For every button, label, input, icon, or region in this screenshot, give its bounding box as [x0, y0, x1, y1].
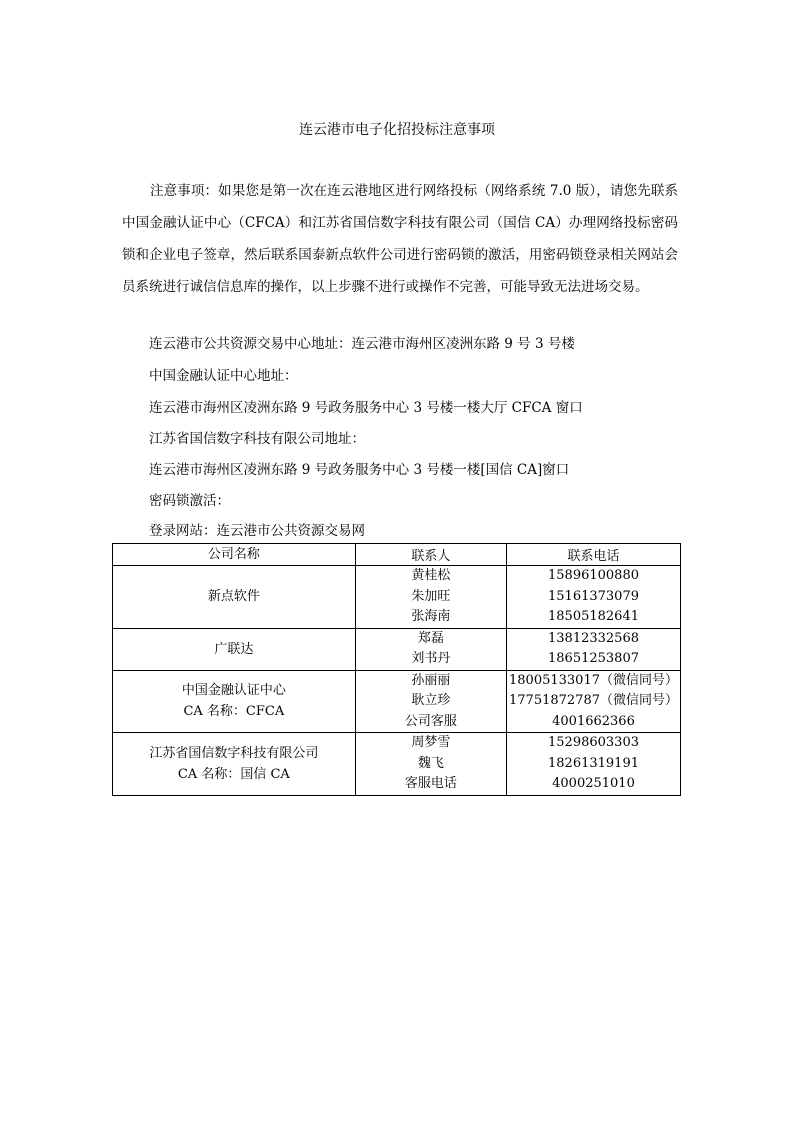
phones-cell — [507, 670, 681, 733]
contact-name: 客服电话 — [404, 776, 457, 791]
phone-number: 18261319191 — [548, 755, 639, 771]
cfca-address: 连云港市海州区凌洲东路 9 号政务服务中心 3 号楼一楼大厅 CFCA 窗口 — [149, 400, 583, 416]
phone-number: 17751872787（微信同号） — [509, 693, 678, 708]
phones-cell — [507, 566, 681, 629]
contact-name: 张海南 — [411, 609, 451, 624]
ca-name: CA 名称：CFCA — [183, 704, 285, 720]
ca-name: CA 名称：国信 CA — [177, 766, 290, 782]
contacts-table — [112, 543, 681, 796]
company-name: 江苏省国信数字科技有限公司 — [149, 745, 319, 761]
phone-number: 18651253807 — [548, 651, 639, 666]
cfca-address-label: 中国金融认证中心地址： — [149, 368, 298, 384]
contact-name: 郑磊 — [417, 630, 444, 646]
header-contact: 联系人 — [355, 544, 506, 566]
phone-number: 4001662366 — [552, 713, 635, 729]
phone-number: 18505182641 — [548, 609, 639, 624]
company-cell — [113, 670, 356, 733]
company-cell — [113, 733, 356, 796]
contact-name: 魏飞 — [417, 755, 444, 771]
lock-activation-label: 密码锁激活： — [149, 493, 230, 509]
trading-center-address: 连云港市公共资源交易中心地址：连云港市海州区凌洲东路 9 号 3 号楼 — [149, 336, 575, 352]
header-phone: 联系电话 — [507, 544, 681, 566]
notice-paragraph: 注意事项：如果您是第一次在连云港地区进行网络投标（网络系统 7.0 版），请您先联系中国金融认证中心（CFCA）和江苏省国信数字科技有限公司（国信 CA）办理网络投标密码锁和企业电子签章，然后联系国泰新点软件公司进行密码锁的激活，用密码锁登录相关网站会员系统进行诚信信息库的操作，以上步骤不进行或操作不完善，可能导致无法进场交易。 — [122, 183, 678, 295]
company-cell — [113, 566, 356, 629]
company-name: 广联达 — [214, 641, 254, 657]
phone-number: 15896100880 — [548, 568, 639, 583]
table-row-glodon — [113, 628, 681, 670]
contact-name: 黄桂松 — [411, 568, 451, 583]
table-row-cfca — [113, 670, 681, 733]
contacts-cell — [355, 670, 506, 733]
contact-name: 刘书丹 — [411, 651, 451, 666]
login-website: 登录网站：连云港市公共资源交易网 — [149, 523, 365, 539]
table-header-row — [113, 544, 681, 566]
contact-name: 周梦雪 — [411, 735, 451, 750]
contacts-cell — [355, 566, 506, 629]
contacts-cell — [355, 628, 506, 670]
phone-number: 15298603303 — [548, 735, 639, 750]
phone-number: 18005133017（微信同号） — [509, 672, 678, 688]
contact-name: 朱加旺 — [411, 588, 451, 604]
phone-number: 15161373079 — [548, 588, 639, 604]
contacts-cell — [355, 733, 506, 796]
header-company: 公司名称 — [113, 544, 356, 566]
contact-name: 孙丽丽 — [411, 672, 451, 688]
table-row-xindian — [113, 566, 681, 629]
phone-number: 4000251010 — [552, 776, 635, 791]
phones-cell — [507, 628, 681, 670]
table-row-guoxin — [113, 733, 681, 796]
company-cell — [113, 628, 356, 670]
contact-name: 耿立珍 — [411, 693, 451, 708]
page-title: 连云港市电子化招投标注意事项 — [299, 122, 495, 138]
guoxin-address: 连云港市海州区凌洲东路 9 号政务服务中心 3 号楼一楼[国信 CA]窗口 — [149, 462, 570, 478]
phone-number: 13812332568 — [548, 630, 639, 646]
contact-name: 公司客服 — [404, 713, 457, 729]
phones-cell — [507, 733, 681, 796]
company-name: 新点软件 — [207, 589, 260, 605]
company-name: 中国金融认证中心 — [181, 683, 286, 699]
guoxin-address-label: 江苏省国信数字科技有限公司地址： — [149, 431, 365, 447]
